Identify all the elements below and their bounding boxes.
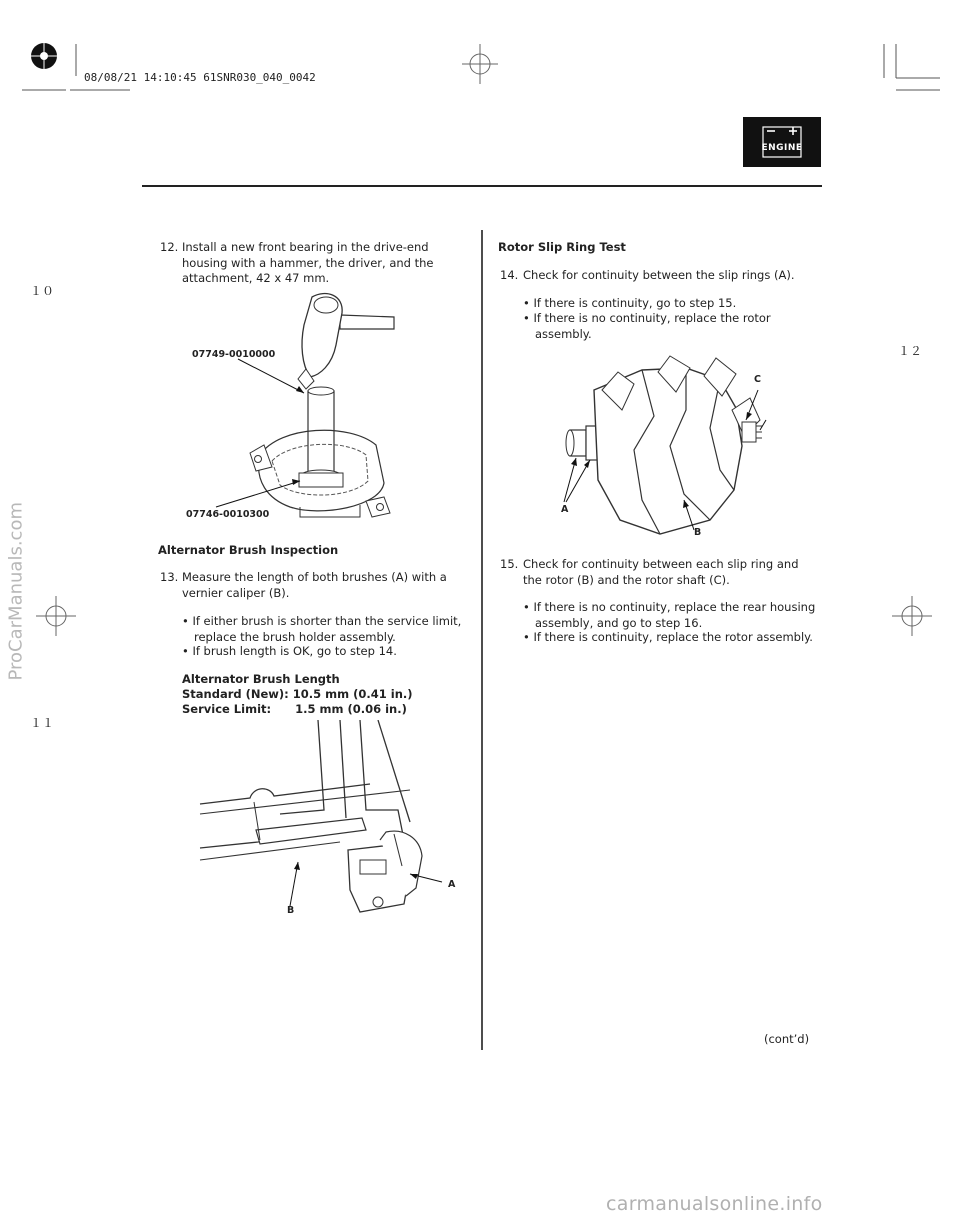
rotor-label-b: B: [694, 527, 702, 538]
spec-standard: Standard (New): 10.5 mm (0.41 in.): [182, 687, 413, 701]
bearing-install-illustration: [180, 285, 420, 525]
margin-mark-left-top: １０: [30, 284, 55, 298]
step-15-text: Check for continuity between each slip ring and the rotor (B) and the rotor shaft (C).: [523, 557, 799, 587]
tool-label-attachment: 07746-0010300: [186, 509, 270, 520]
spec-service-limit: Service Limit: 1.5 mm (0.06 in.): [182, 702, 407, 716]
margin-mark-right: １２: [898, 344, 923, 358]
rotor-shaft-label-c: C: [754, 374, 761, 385]
step-14-text: Check for continuity between the slip rings (A).: [523, 268, 795, 282]
print-stamp: 08/08/21 14:10:45 61SNR030_040_0042: [84, 71, 316, 84]
step-15-bullet-2: • If there is continuity, replace the rotor assembly.: [523, 630, 813, 644]
caliper-label-b: B: [287, 905, 295, 916]
section-title-slip-ring-test: Rotor Slip Ring Test: [498, 240, 626, 254]
section-title-brush-inspection: Alternator Brush Inspection: [158, 543, 339, 557]
step-15-bullet-1: • If there is no continuity, replace the rear housing assembly, and go to step 16.: [523, 600, 816, 630]
step-13-bullet-1: • If either brush is shorter than the service limit, replace the brush holder assembly.: [182, 614, 462, 644]
engine-badge: [743, 117, 821, 167]
side-watermark: ProCarManuals.com: [5, 501, 27, 681]
step-14-number: 14.: [500, 268, 519, 282]
step-14-bullet-2: • If there is no continuity, replace the rotor assembly.: [523, 311, 771, 341]
step-12-text: Install a new front bearing in the drive-end housing with a hammer, the driver, and the attachment, 42 x 47 mm.: [182, 240, 434, 285]
spec-title: Alternator Brush Length: [182, 672, 340, 686]
slip-ring-label-a: A: [561, 504, 569, 515]
engine-badge-label: ENGINE: [761, 143, 803, 153]
brush-label-a: A: [448, 879, 456, 890]
step-13-number: 13.: [160, 570, 179, 584]
margin-mark-left-bottom: １１: [30, 716, 55, 730]
step-15-number: 15.: [500, 557, 519, 571]
footer-watermark: carmanualsonline.info: [606, 1193, 823, 1215]
step-13-text: Measure the length of both brushes (A) with a vernier caliper (B).: [182, 570, 447, 600]
battery-icon: [743, 117, 821, 167]
step-14-bullet-1: • If there is continuity, go to step 15.: [523, 296, 737, 310]
step-12-number: 12.: [160, 240, 179, 254]
continued-note: (cont’d): [764, 1032, 810, 1046]
step-13-bullet-2: • If brush length is OK, go to step 14.: [182, 644, 397, 658]
caliper-brush-illustration: [190, 720, 470, 930]
tool-label-hammer-driver: 07749-0010000: [192, 349, 276, 360]
